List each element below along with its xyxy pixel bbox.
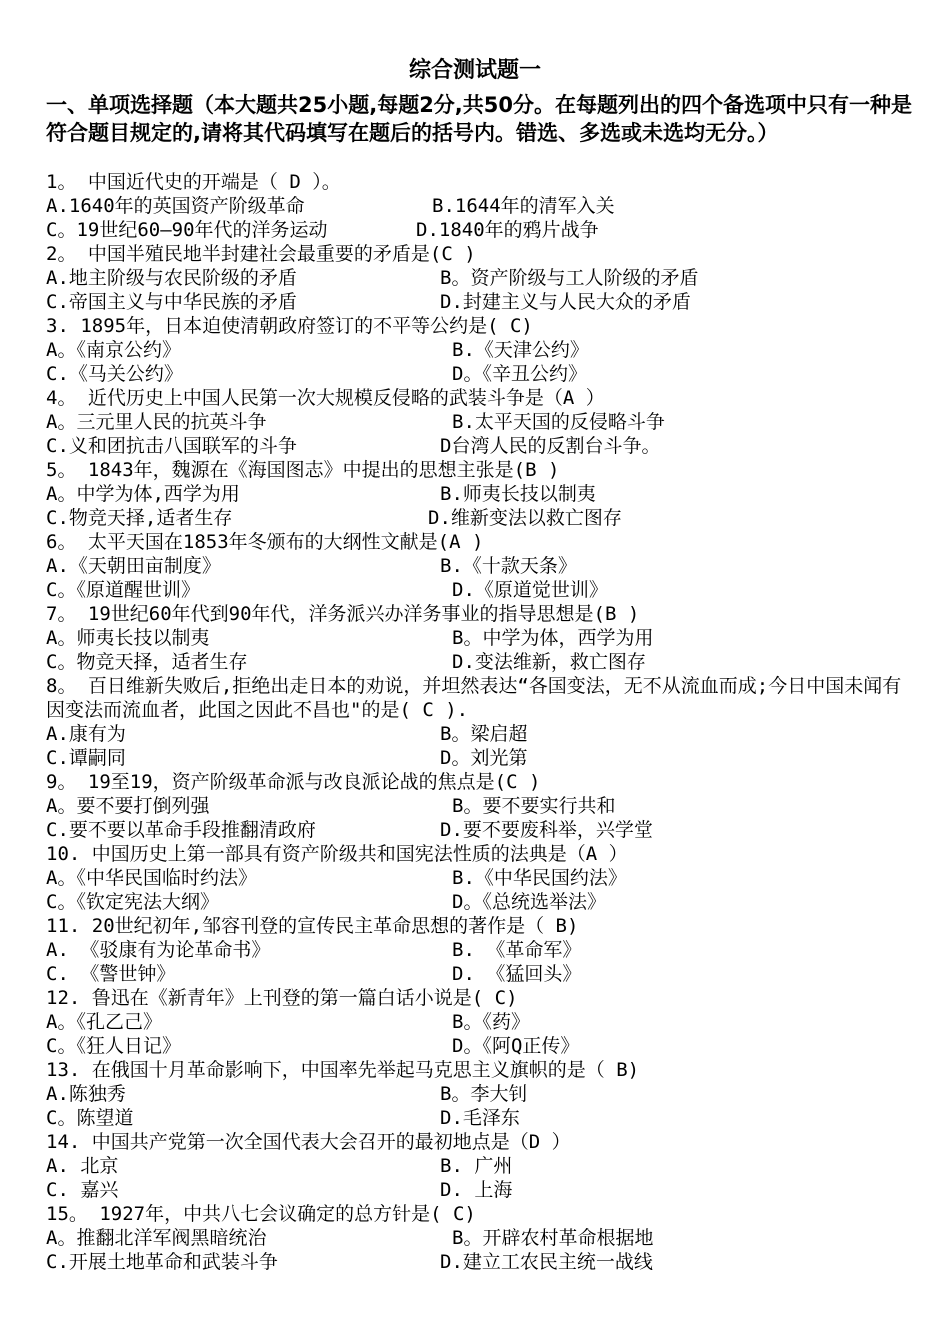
option-a: A.地主阶级与农民阶级的矛盾 (46, 267, 297, 289)
option-a: A.陈独秀 (46, 1083, 126, 1105)
option-b: B。资产阶级与工人阶级的矛盾 (440, 267, 699, 289)
option-a: A。《南京公约》 (46, 339, 181, 361)
question-stem: 11. 20世纪初年,邹容刊登的宣传民主革命思想的著作是（ B) (46, 915, 579, 937)
question-stem: 2。 中国半殖民地半封建社会最重要的矛盾是(C ) (46, 243, 476, 265)
question-stem: 14. 中国共产党第一次全国代表大会召开的最初地点是（D ） (46, 1131, 571, 1153)
option-c: C.《马关公约》 (46, 363, 183, 385)
option-d: D. 《猛回头》 (452, 963, 582, 985)
question-stem: 1。 中国近代史的开端是（ D ）。 (46, 171, 341, 193)
option-b: B。开辟农村革命根据地 (452, 1227, 654, 1249)
option-d: D台湾人民的反割台斗争。 (440, 435, 661, 457)
option-a: A。《孔乙己》 (46, 1011, 162, 1033)
question-stem: 15。 1927年，中共八七会议确定的总方针是( C) (46, 1203, 476, 1225)
option-a: A。师夷长技以制夷 (46, 627, 210, 649)
option-d: D。《阿Q正传》 (452, 1035, 580, 1057)
option-b: B。梁启超 (440, 723, 528, 745)
option-c: C. 《警世钟》 (46, 963, 176, 985)
option-a: A. 《驳康有为论革命书》 (46, 939, 271, 961)
option-b: B。李大钊 (440, 1083, 528, 1105)
option-d: D.维新变法以救亡图存 (428, 507, 622, 529)
page-title: 综合测试题一 (408, 58, 541, 83)
option-a: A。三元里人民的抗英斗争 (46, 411, 267, 433)
question-stem: 13. 在俄国十月革命影响下，中国率先举起马克思主义旗帜的是（ B) (46, 1059, 640, 1081)
option-a: A。中学为体,西学为用 (46, 483, 240, 505)
option-b: B.《中华民国约法》 (452, 867, 627, 889)
option-d: D.1840年的鸦片战争 (416, 219, 599, 241)
option-d: D.《原道觉世训》 (452, 579, 608, 601)
option-c: C.物竞天择,适者生存 (46, 507, 233, 529)
question-stem: 8。 百日维新失败后,拒绝出走日本的劝说，并坦然表达“各国变法，无不从流血而成;今日中国未闻有因变法而流血者，此国之因此不昌也"的是( C ). (46, 675, 902, 721)
option-a: A.康有为 (46, 723, 126, 745)
option-b: B.太平天国的反侵略斗争 (452, 411, 665, 433)
option-a: A。《中华民国临时约法》 (46, 867, 257, 889)
question-stem: 7。 19世纪60年代到90年代，洋务派兴办洋务事业的指导思想是(B ) (46, 603, 640, 625)
option-c: C。《狂人日记》 (46, 1035, 181, 1057)
option-c: C.谭嗣同 (46, 747, 126, 769)
option-c: C。物竞天择，适者生存 (46, 651, 248, 673)
section-instructions: 一、单项选择题（本大题共25小题,每题2分,共50分。在每题列出的四个备选项中只有一种是符合题目规定的,请将其代码填写在题后的括号内。错选、多选或未选均无分。） (46, 93, 913, 145)
option-c: C.开展土地革命和武装斗争 (46, 1251, 278, 1273)
option-d: D.封建主义与人民大众的矛盾 (440, 291, 691, 313)
option-c: C。陈望道 (46, 1107, 134, 1129)
option-b: B. 广州 (440, 1155, 513, 1177)
option-a: A. 北京 (46, 1155, 119, 1177)
question-stem: 9。 19至19，资产阶级革命派与改良派论战的焦点是(C ) (46, 771, 541, 793)
option-d: D.建立工农民主统一战线 (440, 1251, 653, 1273)
question-stem: 4。 近代历史上中国人民第一次大规模反侵略的武装斗争是（A ） (46, 387, 605, 409)
option-a: A。要不要打倒列强 (46, 795, 210, 817)
option-d: D.变法维新，救亡图存 (452, 651, 646, 673)
option-b: B.《十款天条》 (440, 555, 577, 577)
question-stem: 6。 太平天国在1853年冬颁布的大纲性文献是(A ) (46, 531, 484, 553)
option-c: C.帝国主义与中华民族的矛盾 (46, 291, 297, 313)
option-b: B。要不要实行共和 (452, 795, 616, 817)
option-b: B. 《革命军》 (452, 939, 582, 961)
question-stem: 3. 1895年，日本迫使清朝政府签订的不平等公约是( C) (46, 315, 533, 337)
option-b: B.1644年的清军入关 (432, 195, 615, 217)
option-d: D. 上海 (440, 1179, 513, 1201)
question-stem: 12. 鲁迅在《新青年》上刊登的第一篇白话小说是( C) (46, 987, 518, 1009)
option-b: B.师夷长技以制夷 (440, 483, 596, 505)
question-stem: 10. 中国历史上第一部具有资产阶级共和国宪法性质的法典是（A ） (46, 843, 628, 865)
option-b: B.《天津公约》 (452, 339, 589, 361)
option-c: C.义和团抗击八国联军的斗争 (46, 435, 297, 457)
option-a: A.1640年的英国资产阶级革命 (46, 195, 305, 217)
option-d: D.要不要废科举，兴学堂 (440, 819, 653, 841)
option-d: D.毛泽东 (440, 1107, 520, 1129)
option-c: C。《钦定宪法大纲》 (46, 891, 219, 913)
option-b: B。中学为体，西学为用 (452, 627, 654, 649)
option-a: A.《天朝田亩制度》 (46, 555, 221, 577)
option-c: C. 嘉兴 (46, 1179, 119, 1201)
option-c: C.要不要以革命手段推翻清政府 (46, 819, 316, 841)
option-a: A。推翻北洋军阀黑暗统治 (46, 1227, 267, 1249)
option-c: C。《原道醒世训》 (46, 579, 200, 601)
option-d: D。《总统选举法》 (452, 891, 606, 913)
option-d: D。《辛丑公约》 (452, 363, 587, 385)
option-b: B。《药》 (452, 1011, 530, 1033)
question-stem: 5。 1843年，魏源在《海国图志》中提出的思想主张是(B ) (46, 459, 560, 481)
option-c: C。19世纪60—90年代的洋务运动 (46, 219, 328, 241)
option-d: D。刘光第 (440, 747, 528, 769)
